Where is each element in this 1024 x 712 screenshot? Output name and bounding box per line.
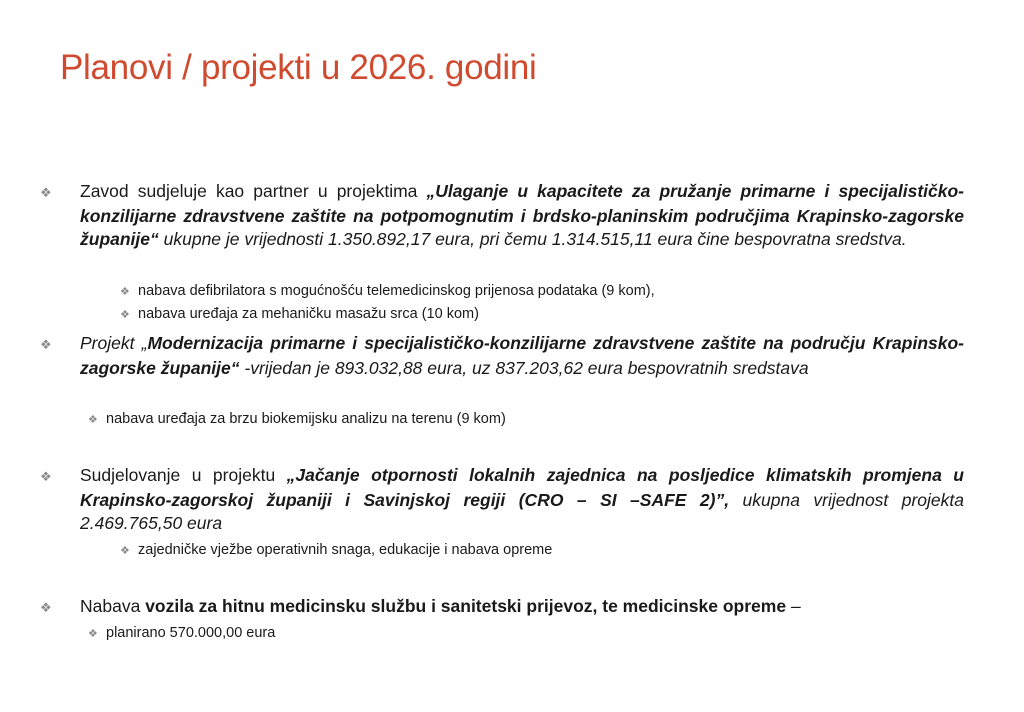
text-plain: Projekt „ — [80, 333, 148, 353]
diamond-bullet-icon: ❖ — [88, 628, 98, 640]
text-plain: Nabava — [80, 596, 146, 616]
text-plain: – — [786, 596, 801, 616]
project-name: vozila za hitnu medicinsku službu i sanitetski prijevoz, te medicinske opreme — [145, 596, 787, 616]
text-plain: Sudjelovanje u projektu — [80, 465, 287, 485]
text-plain: -vrijedan je 893.032,88 eura, uz 837.203,62 eura bespovratnih sredstava — [239, 357, 809, 378]
sub-item — [88, 623, 275, 644]
bullet-item-3 — [40, 464, 964, 536]
diamond-bullet-icon: ❖ — [120, 309, 130, 321]
diamond-bullet-icon: ❖ — [40, 600, 52, 615]
diamond-bullet-icon: ❖ — [40, 185, 52, 200]
diamond-bullet-icon: ❖ — [120, 545, 130, 557]
text-plain: ukupne je vrijednosti 1.350.892,17 eura, pri čemu 1.314.515,11 eura čine bespovratna sredstva. — [158, 229, 907, 249]
bullet-text — [40, 464, 964, 536]
sub-item — [88, 409, 506, 430]
text-plain: Zavod sudjeluje kao partner u projektima — [80, 181, 427, 201]
project-name: „Ulaganje u kapacitete za pružanje primarne i specijalističko-konzilijarne zdravstvene zaštite na potpomognutim i brdsko-planinskim područjima Krapinsko-zagorske županije“ — [80, 181, 964, 249]
sub-item — [120, 304, 479, 325]
bullet-item-2 — [40, 332, 965, 380]
sub-item-text: nabava uređaja za mehaničku masažu srca (10 kom) — [138, 306, 479, 322]
diamond-bullet-icon: ❖ — [120, 286, 130, 298]
bullet-text — [40, 180, 964, 252]
text-plain: ukupna vrijednost projekta 2.469.765,50 eura — [80, 489, 964, 533]
sub-item-text: zajedničke vježbe operativnih snaga, edukacije i nabava opreme — [138, 542, 553, 558]
diamond-bullet-icon: ❖ — [40, 337, 52, 352]
bullet-item-1 — [40, 180, 964, 252]
project-name: Modernizacija primarne i specijalističko-konzilijarne zdravstvene zaštite na području Krapinsko-zagorske županije“ — [80, 333, 965, 378]
sub-item-text: nabava uređaja za brzu biokemijsku analizu na terenu (9 kom) — [106, 411, 506, 427]
bullet-text — [40, 595, 964, 620]
sub-item — [120, 540, 552, 561]
bullet-item-4 — [40, 595, 964, 620]
diamond-bullet-icon: ❖ — [88, 414, 98, 426]
sub-item — [120, 281, 655, 302]
project-name: „Jačanje otpornosti lokalnih zajednica na posljedice klimatskih promjena u Krapinsko-zagorskoj županiji i Savinjskoj regiji (CRO – SI –SAFE 2)”, — [80, 465, 964, 510]
sub-item-text: nabava defibrilatora s mogućnošću telemedicinskog prijenosa podataka (9 kom), — [138, 283, 655, 299]
sub-item-text: planirano 570.000,00 eura — [106, 625, 276, 641]
diamond-bullet-icon: ❖ — [40, 469, 52, 484]
page-title: Planovi / projekti u 2026. godini — [60, 48, 537, 87]
bullet-text — [40, 332, 965, 380]
